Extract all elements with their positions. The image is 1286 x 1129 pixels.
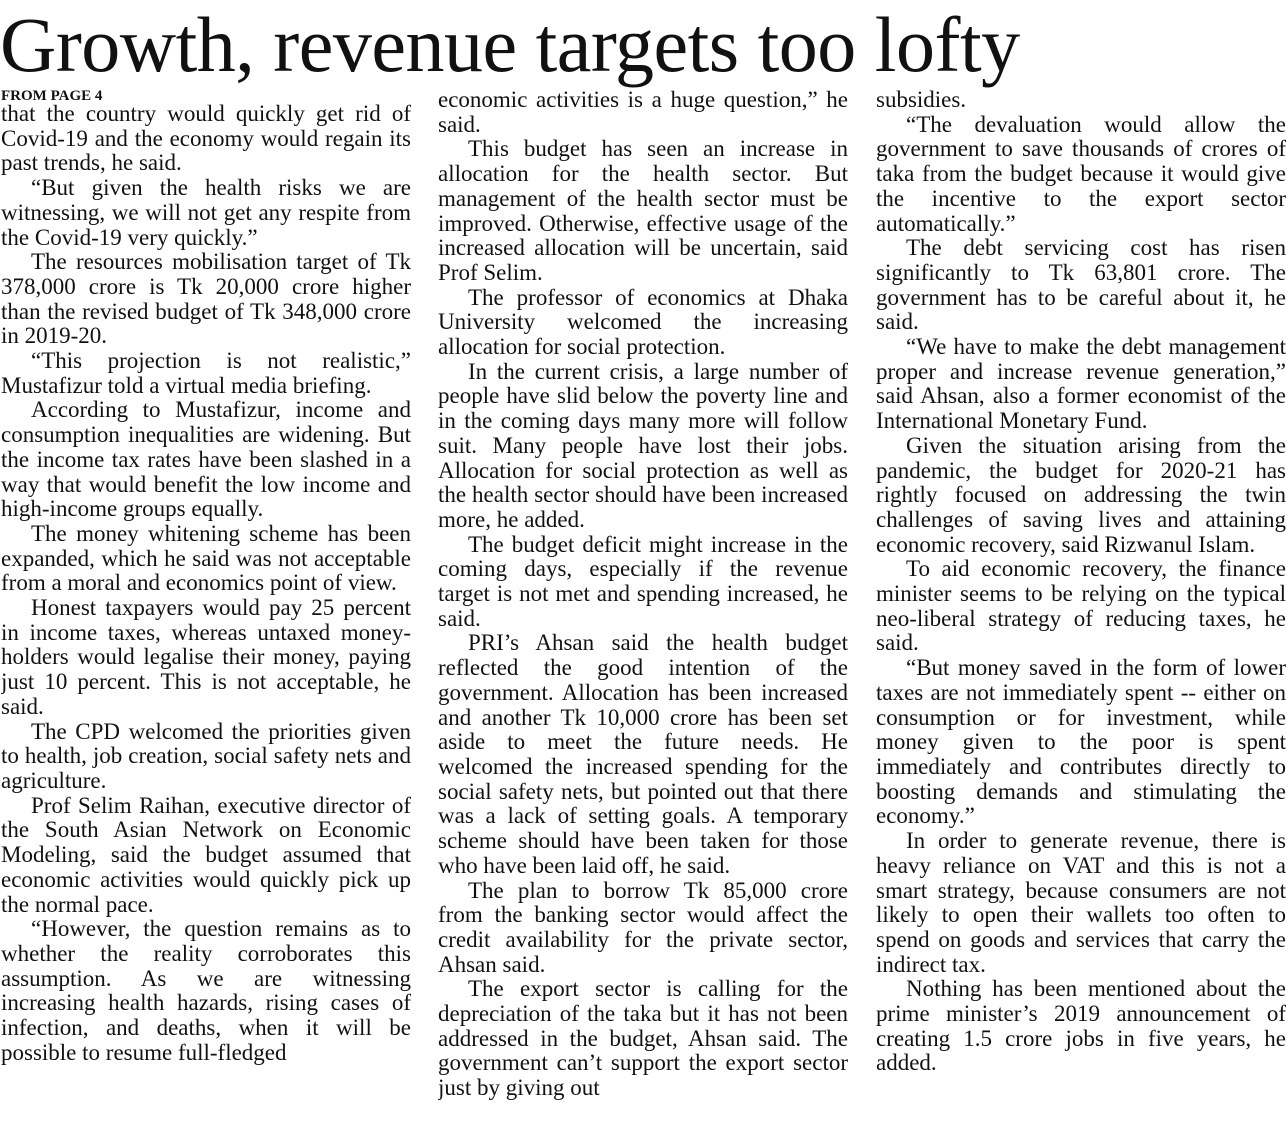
- paragraph: The debt servicing cost has risen significantly to Tk 63,801 crore. The government has to be careful about it, he said.: [876, 235, 1286, 335]
- article-column-3: [876, 88, 1286, 1128]
- paragraph: Given the situation arising from the pandemic, the budget for 2020-21 has rightly focused on addressing the twin challenges of saving lives and attaining economic recovery, said Rizwanul Islam.: [876, 432, 1286, 557]
- paragraph: The CPD welcomed the priorities given to health, job creation, social safety nets and agriculture.: [1, 718, 411, 793]
- paragraph: Nothing has been mentioned about the prime minister’s 2019 announcement of creating 1.5 crore jobs in five years, he added.: [876, 976, 1286, 1076]
- paragraph: subsidies.: [876, 88, 967, 112]
- paragraph: “But money saved in the form of lower taxes are not immediately spent -- either on consumption or for investment, while money given to the poor is spent immediately and contributes directly to boosting demands and stimulating the economy.”: [876, 655, 1286, 829]
- paragraph: The money whitening scheme has been expanded, which he said was not acceptable from a moral and economics point of view.: [1, 520, 411, 596]
- paragraph: The plan to borrow Tk 85,000 crore from the banking sector would affect the credit availability for the private sector, Ahsan said.: [438, 877, 848, 977]
- paragraph: In the current crisis, a large number of people have slid below the poverty line and in the coming days many more will follow suit. Many people have lost their jobs. Allocation for social protection as well as the health sector should have been increased more, he added.: [438, 358, 848, 532]
- paragraph: This budget has seen an increase in allocation for the health sector. But management of the health sector must be improved. Otherwise, effective usage of the increased allocation will be uncertain, said Prof Selim.: [438, 136, 848, 285]
- paragraph: “The devaluation would allow the government to save thousands of crores of taka from the budget because it would give the incentive to the export sector automatically.”: [876, 111, 1286, 236]
- paragraph: The export sector is calling for the depreciation of the taka but it has not been addressed in the budget, Ahsan said. The government can’t support the export sector just by giving out: [438, 976, 848, 1101]
- paragraph: “This projection is not realistic,” Mustafizur told a virtual media briefing.: [1, 348, 411, 398]
- continued-from-label: FROM PAGE 4: [1, 88, 103, 104]
- paragraph: To aid economic recovery, the finance minister seems to be relying on the typical neo-liberal strategy of reducing taxes, he said.: [876, 556, 1286, 656]
- paragraph: Honest taxpayers would pay 25 percent in income taxes, whereas untaxed money-holders would legalise their money, paying just 10 percent. This is not acceptable, he said.: [1, 595, 411, 719]
- paragraph: economic activities is a huge question,” he said.: [438, 88, 848, 137]
- paragraph: The resources mobilisation target of Tk 378,000 crore is Tk 20,000 crore higher than the revised budget of Tk 348,000 crore in 2019-20.: [1, 249, 411, 349]
- paragraph: “But given the health risks we are witnessing, we will not get any respite from the Covid-19 very quickly.”: [1, 175, 411, 250]
- paragraph: According to Mustafizur, income and consumption inequalities are widening. But the income tax rates have been slashed in a way that would benefit the low income and high-income groups equally.: [1, 397, 411, 522]
- paragraph: “However, the question remains as to whether the reality corroborates this assumption. As we are witnessing increasing health hazards, rising cases of infection, and deaths, when it will be possible to resume full-fledged: [1, 916, 411, 1065]
- article-column-1: [1, 88, 411, 1128]
- paragraph: The professor of economics at Dhaka University welcomed the increasing allocation for social protection.: [438, 284, 848, 360]
- article-column-2: [438, 88, 848, 1128]
- paragraph: The budget deficit might increase in the coming days, especially if the revenue target is not met and spending increased, he said.: [438, 531, 848, 631]
- headline: Growth, revenue targets too lofty: [0, 1, 1020, 88]
- paragraph: Prof Selim Raihan, executive director of the South Asian Network on Economic Modeling, said the budget assumed that economic activities would quickly pick up the normal pace.: [1, 792, 411, 917]
- paragraph: In order to generate revenue, there is heavy reliance on VAT and this is not a smart strategy, because consumers are not likely to open their wallets too often to spend on goods and services that carry the indirect tax.: [876, 828, 1286, 977]
- paragraph: PRI’s Ahsan said the health budget reflected the good intention of the government. Allocation has been increased and another Tk 10,000 crore has been set aside to meet the future needs. He welcomed the increased spending for the social safety nets, but pointed out that there was a lack of setting goals. A temporary scheme should have been taken for those who have been laid off, he said.: [438, 630, 848, 878]
- paragraph: that the country would quickly get rid of Covid-19 and the economy would regain its past trends, he said.: [1, 101, 411, 176]
- paragraph: “We have to make the debt management proper and increase revenue generation,” said Ahsan, also a former economist of the International Monetary Fund.: [876, 334, 1286, 434]
